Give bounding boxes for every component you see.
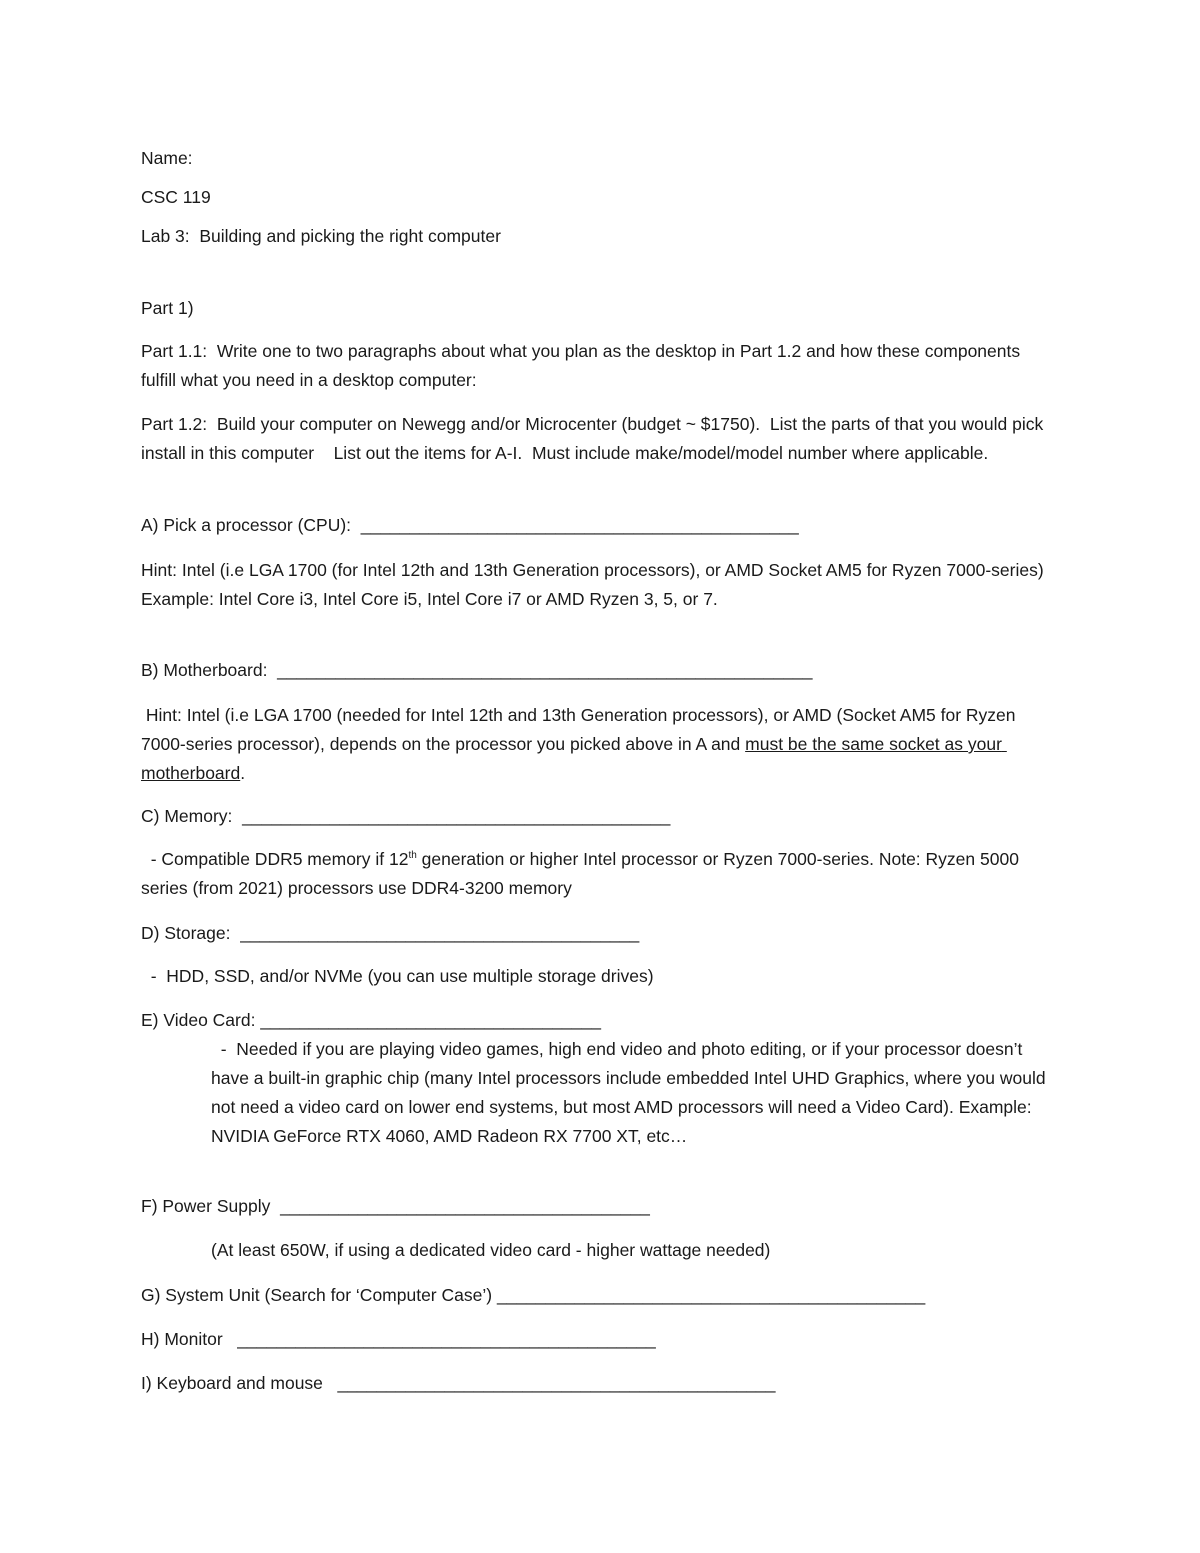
part-1-1-text: Part 1.1: Write one to two paragraphs about what you plan as the desktop in Part 1.2 and how these components fulfill what you need in a desktop computer:: [141, 341, 1025, 390]
item-b-blank[interactable]: _______________________________________________________: [277, 660, 813, 680]
item-g: [141, 1281, 925, 1310]
item-i-blank[interactable]: _____________________________________________: [337, 1373, 776, 1393]
item-c-label: C) Memory:: [141, 806, 243, 826]
item-i-label: I) Keyboard and mouse: [141, 1373, 338, 1393]
item-f-label: F) Power Supply: [141, 1196, 281, 1216]
item-b: [141, 656, 812, 685]
item-d: [141, 919, 639, 948]
item-b-hint: [141, 701, 1051, 788]
lab-title: Lab 3: Building and picking the right computer: [141, 226, 501, 246]
item-f-hint: (At least 650W, if using a dedicated video card - higher wattage needed): [211, 1240, 771, 1260]
item-c-hint-sup: th: [408, 850, 417, 862]
item-c-blank[interactable]: ____________________________________________: [242, 806, 671, 826]
item-e-blank[interactable]: ___________________________________: [260, 1010, 601, 1030]
item-e-hint: - Needed if you are playing video games, high end video and photo editing, or if your processor doesn’t have a built-in graphic chip (many Intel processors include embedded Intel UHD Graphics, where you would not need a video card on lower end systems, but most AMD processors will need a Video Card). Example: NVIDIA GeForce RTX 4060, AMD Radeon RX 7700 XT, etc…: [211, 1039, 1051, 1146]
part1-heading: Part 1): [141, 298, 194, 318]
item-a-hint: Hint: Intel (i.e LGA 1700 (for Intel 12th and 13th Generation processors), or AMD Socket AM5 for Ryzen 7000-series) Example: Intel Core i3, Intel Core i5, Intel Core i7 or AMD Ryzen 3, 5, or 7.: [141, 560, 1054, 609]
item-h-blank[interactable]: ___________________________________________: [237, 1329, 656, 1349]
item-d-hint: - HDD, SSD, and/or NVMe (you can use multiple storage drives): [141, 966, 654, 986]
item-c-hint-text: - Compatible DDR5 memory if 12: [141, 849, 409, 869]
item-e: [141, 1006, 601, 1035]
item-c: [141, 802, 670, 831]
item-a-blank[interactable]: _____________________________________________: [360, 515, 799, 535]
item-h: [141, 1325, 656, 1354]
item-f-blank[interactable]: ______________________________________: [280, 1196, 650, 1216]
item-f: [141, 1192, 650, 1221]
item-b-hint-text: Hint: Intel (i.e LGA 1700 (needed for Intel 12th and 13th Generation processors), or AMD (Socket AM5 for Ryzen 7000-series processor), depends on the processor you picked above in A and: [141, 705, 1021, 754]
item-b-hint-end: .: [240, 763, 246, 783]
item-d-blank[interactable]: _________________________________________: [240, 923, 640, 943]
item-b-hint-underlined: must be the same socket as your motherboard: [141, 734, 1007, 783]
part-1-2-text: Part 1.2: Build your computer on Newegg and/or Microcenter (budget ~ $1750). List the parts of that you would pick install in this computer List out the items for A-I. Must include make/model/model number where applicable.: [141, 414, 1049, 463]
item-g-blank[interactable]: ____________________________________________: [496, 1285, 926, 1305]
item-e-label: E) Video Card:: [141, 1010, 261, 1030]
item-h-label: H) Monitor: [141, 1329, 238, 1349]
item-i: [141, 1369, 775, 1398]
item-a: [141, 511, 799, 540]
item-c-hint-rest: generation or higher Intel processor or Ryzen 7000-series. Note: Ryzen 5000 series (from 2021) processors use DDR4-3200 memory: [141, 849, 1024, 898]
item-a-label: A) Pick a processor (CPU):: [141, 515, 361, 535]
item-c-hint: [141, 845, 1051, 903]
course-code: CSC 119: [141, 187, 211, 207]
item-d-label: D) Storage:: [141, 923, 241, 943]
item-g-label: G) System Unit (Search for ‘Computer Case’): [141, 1285, 497, 1305]
name-label: Name:: [141, 148, 193, 168]
item-b-label: B) Motherboard:: [141, 660, 278, 680]
